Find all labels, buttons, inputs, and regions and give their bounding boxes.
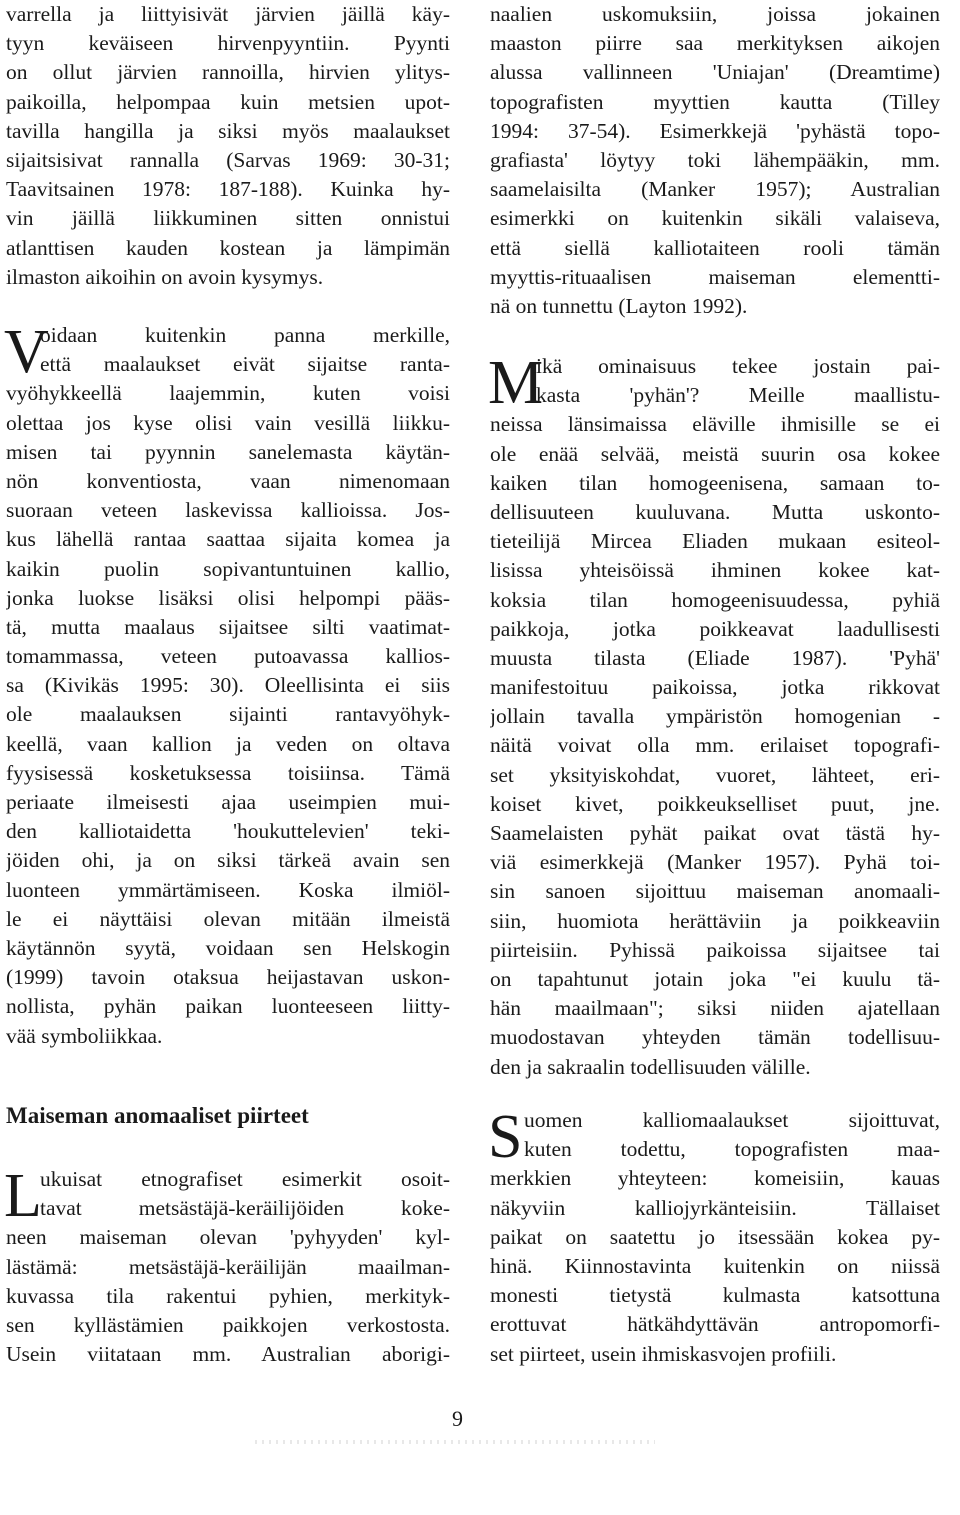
text-line: koksia tilan homogeenisuudessa, pyhiä <box>490 587 940 612</box>
text-line: tyyn keväiseen hirvenpyyntiin. Pyynti <box>6 31 450 56</box>
text-line: vyöhykkeellä laajemmin, kuten voisi <box>6 381 450 406</box>
drop-cap: V <box>4 318 49 386</box>
text-line: kasta 'pyhän'? Meille maallistu- <box>536 383 940 408</box>
text-line: Taavitsainen 1978: 187-188). Kuinka hy- <box>6 177 450 202</box>
text-line: ikä ominaisuus tekee jostain pai- <box>536 354 940 378</box>
text-line: piirteisiin. Pyhissä paikoissa sijaitsee tai <box>490 937 940 962</box>
drop-cap: M <box>488 349 544 417</box>
text-line: kuvassa tila rakentui pyhien, merkityk- <box>6 1283 450 1308</box>
text-line: suoraan veteen laskevissa kallioissa. Jos- <box>6 498 450 523</box>
text-line: uomen kalliomaalaukset sijoittuvat, <box>524 1108 940 1132</box>
text-line: grafiasta' löytyy toki lähempääkin, mm. <box>490 147 940 172</box>
text-line: ole maalauksen sijainti rantavyöhyk- <box>6 702 450 727</box>
text-line: koiset kivet, poikkeukselliset puut, jne. <box>490 791 940 816</box>
text-line: neen maiseman olevan 'pyhyyden' kyl- <box>6 1225 450 1250</box>
text-line: luonteen ymmärtämiseen. Koska ilmiöl- <box>6 877 450 902</box>
text-line: hän maailmaan"; siksi niiden ajatellaan <box>490 996 940 1021</box>
scan-artifact-line <box>255 1440 655 1444</box>
text-line: maaston piirre saa merkityksen aikojen <box>490 31 940 56</box>
text-line: keellä, vaan kallion ja veden on oltava <box>6 731 450 756</box>
text-line: muusta tilasta (Eliade 1987). 'Pyhä' <box>490 645 940 670</box>
text-line: den kalliotaidetta 'houkuttelevien' teki- <box>6 819 450 844</box>
text-line: on ollut järvien rannoilla, hirvien ylitys- <box>6 60 450 85</box>
text-line: myyttis-rituaalisen maiseman elementti- <box>490 264 940 289</box>
left-paragraph-1 <box>6 0 450 292</box>
text-line: sin sanoen sijoittuu maiseman anomaali- <box>490 879 940 904</box>
text-line: muodostavan yhteyden tämän todellisuu- <box>490 1025 940 1050</box>
text-line: tavat metsästäjä-keräilijöiden koke- <box>40 1196 450 1221</box>
text-line: dellisuuteen kuuluvana. Mutta uskonto- <box>490 499 940 524</box>
text-line: kus lähellä rantaa saattaa sijaita komea ja <box>6 527 450 552</box>
text-line: naalien uskomuksiin, joissa jokainen <box>490 2 940 26</box>
text-line: sijaitsisivat rannalla (Sarvas 1969: 30-31; <box>6 147 450 172</box>
text-line: saamelaisilta (Manker 1957); Australian <box>490 177 940 202</box>
left-paragraph-3 <box>4 1162 450 1369</box>
text-line: merkkien yhteyteen: komeisiin, kauas <box>490 1166 940 1191</box>
text-line: vin jäillä liikkuminen sitten onnistui <box>6 206 450 231</box>
text-line: esimerkki on kuitenkin sikäli valaiseva, <box>490 206 940 231</box>
text-line: nollista, pyhän paikan luonteeseen liitty- <box>6 994 450 1019</box>
text-line: sa (Kivikäs 1995: 30). Oleellisinta ei siis <box>6 673 450 698</box>
text-line: Saamelaisten pyhät paikat ovat tästä hy- <box>490 821 940 845</box>
text-line: kaiken tilan homogeenisena, samaan to- <box>490 470 940 495</box>
text-line: olettaa jos kyse olisi vain vesillä liikku- <box>6 410 450 435</box>
text-line: tieteilijä Mircea Eliaden mukaan esiteol- <box>490 529 940 554</box>
text-line: Usein viitataan mm. Australian aborigi- <box>6 1342 450 1367</box>
text-line: paikoilla, helpompaa kuin metsien upot- <box>6 89 450 114</box>
text-line: että siellä kalliotaiteen rooli tämän <box>490 235 940 260</box>
text-line: topografisten myyttien kautta (Tilley <box>490 89 940 114</box>
text-line: ilmaston aikoihin on avoin kysymys. <box>6 264 324 289</box>
text-line: lisissa yhteisöissä ihminen kokee kat- <box>490 558 940 583</box>
text-line: (1999) tavoin otaksua heijastavan uskon- <box>6 965 450 990</box>
text-line: nön konventiosta, vaan nimenomaan <box>6 468 450 493</box>
text-line: ole enää selvää, meistä suurin osa kokee <box>490 441 940 466</box>
text-line: set piirteet, usein ihmiskasvojen profiili. <box>490 1341 837 1366</box>
text-line: vää symboliikkaa. <box>6 1023 163 1048</box>
text-line: erottuvat hätkähdyttävän antropomorfi- <box>490 1312 940 1337</box>
text-line: ukuisat etnografiset esimerkit osoit- <box>40 1167 450 1191</box>
text-line: että maalaukset eivät sijaitse ranta- <box>40 352 450 377</box>
text-line: lästämä: metsästäjä-keräilijän maailman- <box>6 1254 450 1279</box>
text-line: periaate ilmeisesti ajaa useimpien mui- <box>6 790 450 814</box>
section-heading: Maiseman anomaaliset piirteet <box>6 1103 309 1128</box>
text-line: varrella ja liittyisivät järvien jäillä käy- <box>6 2 450 26</box>
drop-cap: L <box>4 1162 42 1230</box>
text-line: den ja sakraalin todellisuuden välille. <box>490 1054 811 1079</box>
text-line: tavilla hangilla ja siksi myös maalaukset <box>6 118 450 143</box>
text-line: le ei näyttäisi olevan mitään ilmeistä <box>6 906 450 931</box>
text-line: fyysisessä kosketuksessa toisiinsa. Tämä <box>6 760 450 785</box>
left-paragraph-2 <box>4 318 450 1051</box>
right-paragraph-2 <box>488 349 940 1082</box>
text-line: käytännön syytä, voidaan sen Helskogin <box>6 935 450 960</box>
text-line: viä esimerkkejä (Manker 1957). Pyhä toi- <box>490 850 940 875</box>
text-line: kaikin puolin sopivantuntuinen kallio, <box>6 556 450 581</box>
text-line: näitä voivat olla mm. erilaiset topografi- <box>490 733 940 758</box>
text-line: alussa vallinneen 'Uniajan' (Dreamtime) <box>490 60 940 85</box>
text-line: paikkoja, jotka poikkeavat laadullisesti <box>490 616 940 641</box>
text-line: paikat on saatettu jo itsessään kokea py- <box>490 1224 940 1249</box>
text-line: oidaan kuitenkin panna merkille, <box>40 323 450 347</box>
page-number: 9 <box>452 1406 463 1431</box>
text-line: nä on tunnettu (Layton 1992). <box>490 293 748 318</box>
text-line: set yksityiskohdat, vuoret, lähteet, eri- <box>490 762 940 787</box>
text-line: manifestoituu paikoissa, jotka rikkovat <box>490 675 940 700</box>
text-line: tä, mutta maalaus sijaitsee silti vaatimat- <box>6 614 450 639</box>
text-line: jonka luokse lisäksi olisi helpompi pääs- <box>6 585 450 610</box>
text-line: siin, huomiota herättäviin ja poikkeaviin <box>490 908 940 933</box>
text-line: näkyviin kalliojyrkänteisiin. Tällaiset <box>490 1195 940 1220</box>
text-line: hinä. Kiinnostavinta kuitenkin on niissä <box>490 1253 940 1278</box>
drop-cap: S <box>488 1103 523 1171</box>
text-line: jollain tavalla ympäristön homogenian - <box>490 704 940 729</box>
text-line: tomammassa, veteen putoavassa kallios- <box>6 644 450 669</box>
text-line: kuten todettu, topografisten maa- <box>524 1137 940 1162</box>
text-line: 1994: 37-54). Esimerkkejä 'pyhästä topo- <box>490 118 940 143</box>
text-line: jöiden ohi, ja on siksi tärkeä avain sen <box>6 848 450 873</box>
text-line: neissa länsimaissa eläville ihmisille se ei <box>490 412 940 437</box>
right-paragraph-1 <box>490 0 940 321</box>
text-line: monesti tietystä kulmasta katsottuna <box>490 1283 940 1308</box>
right-paragraph-3 <box>488 1103 940 1369</box>
text-line: sen kyllästämien paikkojen verkostosta. <box>6 1312 450 1337</box>
text-line: on tapahtunut jotain joka "ei kuulu tä- <box>490 966 940 991</box>
text-line: atlanttisen kauden kostean ja lämpimän <box>6 235 450 260</box>
text-line: misen tai pyynnin sanelemasta käytän- <box>6 439 450 464</box>
